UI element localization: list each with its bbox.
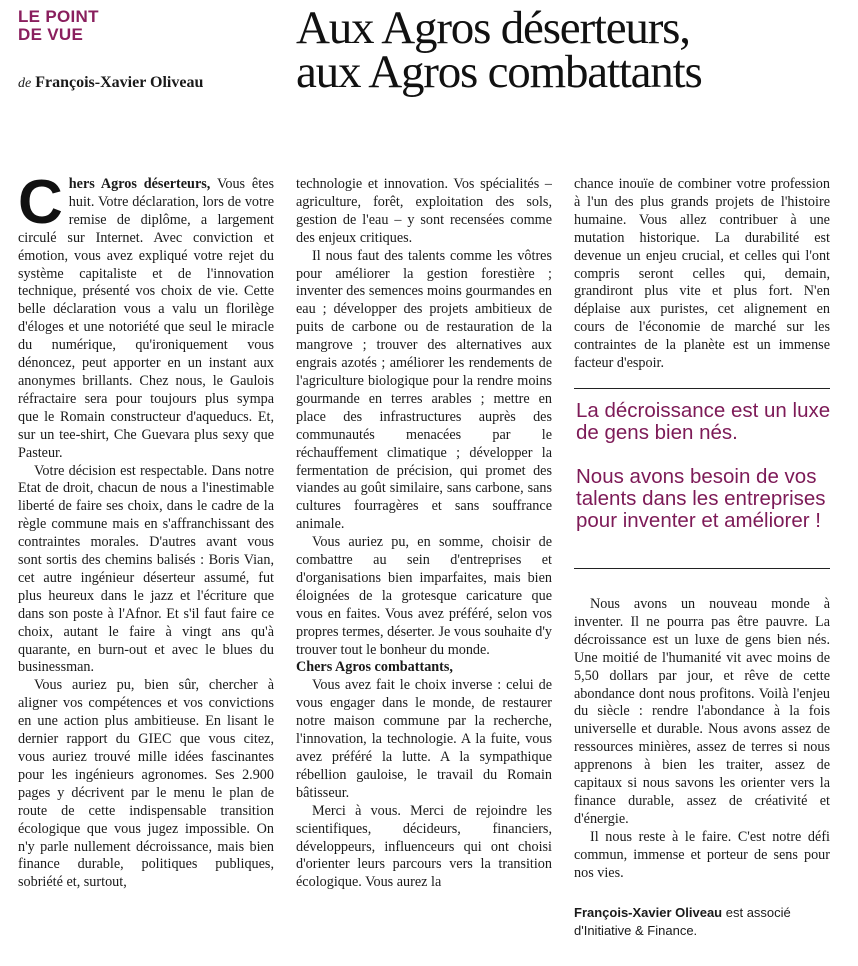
signature-name: François-Xavier Oliveau <box>574 905 723 920</box>
divider <box>574 568 830 569</box>
section-label-line2: DE VUE <box>18 25 84 44</box>
byline <box>18 74 203 92</box>
paragraph: chance inouïe de combiner votre profession à l'un des plus grands projets de l'histoire humaine. Vous allez contribuer à une mutation historique. La durabilité est devenue un enjeu crucial, et celles qui l'ont compris seront celles qui, demain, grandiront plus vite et plus fort. N'en déplaise aux puristes, cet alignement en cours de l'économie de marché sur les contraintes de la planète est un immense facteur d'espoir. <box>574 176 830 372</box>
paragraph: Vous auriez pu, bien sûr, chercher à aligner vos compétences et vos convictions en une action plus ambitieuse. En lisant le dernier rapport du GIEC que vous citez, vous auriez trouvé mille idées fascinantes pour les ingénieurs agronomes. Ses 2.900 pages y décrivent par le menu le plan de route de cette indispensable transition écologique que vous jugez impossible. On n'y parle nullement décroissance, mais bien finance durable, politiques publiques, sobriété et, surtout, <box>18 677 274 891</box>
headline <box>296 2 856 98</box>
pull-quote-2: Nous avons besoin de vos talents dans les entreprises pour inventer et améliorer ! <box>576 465 826 532</box>
section-label-line1: LE POINT <box>18 7 99 26</box>
salutation: hers Agros déserteurs, <box>68 176 211 192</box>
paragraph: Il nous faut des talents comme les vôtres pour améliorer la gestion forestière ; inventer des semences moins gourmandes en eau ; développer des projets ambitieux de puits de carbone ou de restauration de la mangrove ; trouver des alternatives aux engrais azotés ; améliorer les rendements de l'agriculture biologique pour la rendre moins gourmande en terres arables ; mettre en place des infrastructures auprès des communautés menacées par le réchauffement climatique ; développer la fermentation de précision, qui promet des viandes au goût similaire, sans carbone, sans cultures fourragères et sans souffrance animale. <box>296 247 552 533</box>
opening-paragraph <box>18 176 274 463</box>
paragraph: technologie et innovation. Vos spécialités – agriculture, forêt, exploitation des sols, gestion de l'eau – y sont recensées comme des enjeux critiques. <box>296 176 552 246</box>
paragraph: Vous avez fait le choix inverse : celui de vous engager dans le monde, de restaurer notre maison commune par la recherche, l'innovation, la technologie. A la fuite, vous avez préféré la lutte. A la sympathique rébellion gauloise, le travail du Romain bâtisseur. <box>296 677 552 801</box>
paragraph: Vous auriez pu, en somme, choisir de combattre au sein d'entreprises et d'organisations bien imparfaites, mais bien éloignées de la grotesque caricature que vous en faites. Vous avez préféré, selon vos propres termes, déserter. Je vous souhaite d'y trouver tout le bonheur du monde. <box>296 534 552 658</box>
subheading: Chers Agros combattants, <box>296 659 453 676</box>
paragraph: Votre décision est respectable. Dans notre Etat de droit, chacun de nous a l'inestimable liberté de faire ses choix, dans le cadre de la règle commune mais en s'affranchissant des contraintes morales. D'autres avant vous sont sortis des chemins balisés : Boris Vian, cet autre ingénieur déserteur assumé, fut plus heureux dans le jazz et l'écriture que dans son poste à l'Afnor. Et s'il faut faire ce choix, autant le faire à vingt ans qu'à quarante, en burn-out et avec le blues du businessman. <box>18 462 274 676</box>
author-signature <box>574 904 830 940</box>
paragraph: Nous avons un nouveau monde à inventer. Il ne pourra pas être pauvre. La décroissance est un luxe de gens bien nés. Une moitié de l'humanité vit avec moins de 5,50 dollars par jour, et rêve de cette abondance dont nous profitons. Voilà l'enjeu du siècle : rendre l'abondance à la fois universelle et durable. Nous avons assez de ressources minières, assez de terres si nous apprenons à bien les traiter, assez de capitaux si nous savons les orienter vers la finance durable, assez de créativité et d'énergie. <box>574 596 830 827</box>
pull-quote-1: La décroissance est un luxe de gens bien nés. <box>576 399 831 444</box>
paragraph: Merci à vous. Merci de rejoindre les scientifiques, décideurs, financiers, développeurs, influenceurs qui ont choisi d'orienter leurs parcours vers la transition écologique. Vous aurez la <box>296 802 552 891</box>
headline-line2: aux Agros combattants <box>296 46 702 98</box>
byline-author: François-Xavier Oliveau <box>35 74 204 91</box>
signature-role: est associé d'Initiative & Finance. <box>574 905 791 938</box>
article-column-1 <box>18 176 274 958</box>
article-column-3-top <box>574 176 830 376</box>
headline-line1: Aux Agros déserteurs, <box>296 2 690 54</box>
byline-prefix: de <box>18 76 32 91</box>
article-column-2 <box>296 176 552 958</box>
paragraph: Il nous reste à le faire. C'est notre défi commun, immense et porteur de sens pour nos vies. <box>574 828 830 881</box>
drop-cap: C <box>18 176 63 237</box>
section-kicker <box>18 8 99 44</box>
paragraph-text: Vous êtes huit. Votre déclaration, lors de votre remise de diplôme, a largement circulé sur Internet. Avec conviction et émotion, vous avez expliqué votre rejet du système capitaliste et de l'innovation technique, présenté vos choix de vie. Cette belle déclaration vous a valu un florilège d'éloges et une notoriété que seul le miracle du numérique, qu'ironiquement vous dénoncez, peut apporter en un instant aux anonymes brillants. Chez nous, le Gaulois réfractaire sera pour toujours plus sympa que le Romain constructeur d'aqueducs. Et, sur un tee-shirt, Che Guevara plus sexy que Pasteur. <box>18 176 274 461</box>
divider <box>574 388 830 389</box>
article-column-3-bottom <box>574 596 830 936</box>
